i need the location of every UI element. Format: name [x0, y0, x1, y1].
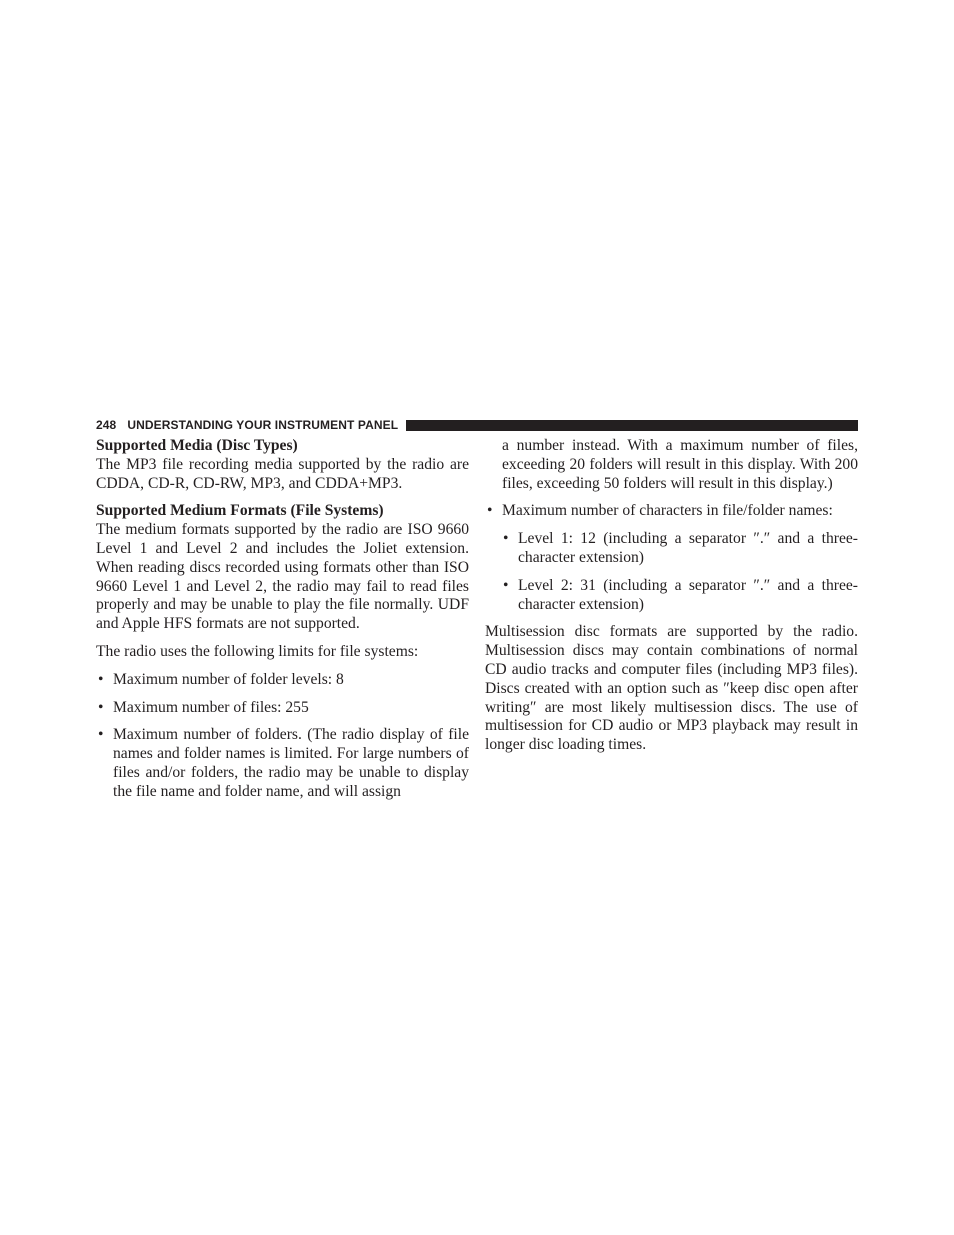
list-item-text: Maximum number of files: 255: [113, 698, 309, 716]
bullet-icon: •: [98, 698, 104, 716]
list-item: [96, 671, 469, 690]
character-limits-list: [485, 502, 858, 521]
list-item-text: Maximum number of folder levels: 8: [113, 670, 344, 688]
left-column: [96, 437, 469, 802]
paragraph-medium-formats: The medium formats supported by the radio are ISO 9660 Level 1 and Level 2 and includes the Joliet extension. When reading discs recorded using formats other than ISO 9660 Level 1 and Level 2, the radio may fail to read files properly and may be unable to play the file normally. UDF and Apple HFS formats are not supported.: [96, 521, 469, 633]
sub-list-item-text: Level 2: 31 (including a separator ″.″ and a three-character extension): [518, 576, 858, 613]
sub-list: [485, 530, 858, 614]
bullet-icon: •: [503, 530, 509, 548]
list-item-text: Maximum number of characters in file/folder names:: [502, 502, 833, 520]
bullet-icon: •: [487, 502, 493, 520]
section-title: UNDERSTANDING YOUR INSTRUMENT PANEL: [127, 418, 399, 432]
list-item: [96, 726, 469, 801]
heading-supported-media: Supported Media (Disc Types): [96, 437, 298, 454]
list-item-text: Maximum number of folders. (The radio display of file names and folder names is limited. For large numbers of files and/or folders, the radio may be unable to display the file name and folder name, and will assign: [113, 726, 469, 800]
limits-list: [96, 671, 469, 802]
paragraph-supported-media: The MP3 file recording media supported by the radio are CDDA, CD-R, CD-RW, MP3, and CDDA+MP3.: [96, 455, 469, 492]
list-item: [96, 699, 469, 718]
header-rule: [406, 420, 858, 431]
sub-list-item-text: Level 1: 12 (including a separator ″.″ and a three-character extension): [518, 530, 858, 566]
bullet-icon: •: [98, 670, 104, 688]
sub-list-item: [485, 577, 858, 615]
list-item: [485, 502, 858, 521]
page-header: [96, 417, 858, 433]
heading-medium-formats: Supported Medium Formats (File Systems): [96, 502, 384, 520]
sub-list-item: [485, 530, 858, 568]
paragraph-multisession: Multisession disc formats are supported by the radio. Multisession discs may contain combinations of normal CD audio tracks and computer files (including MP3 files). Discs created with an option such as ″keep disc open after writing″ are most likely multisession discs. The use of multisession for CD audio or MP3 playback may result in longer disc loading times.: [485, 623, 858, 754]
right-column: [485, 437, 858, 755]
bullet-icon: •: [98, 726, 104, 744]
paragraph-limits-intro: The radio uses the following limits for file systems:: [96, 642, 419, 660]
page-number: 248: [96, 418, 117, 432]
bullet-icon: •: [503, 576, 509, 594]
list-item-continuation: a number instead. With a maximum number of files, exceeding 20 folders will result in this display. With 200 files, exceeding 50 folders will result in this display.): [502, 437, 858, 492]
